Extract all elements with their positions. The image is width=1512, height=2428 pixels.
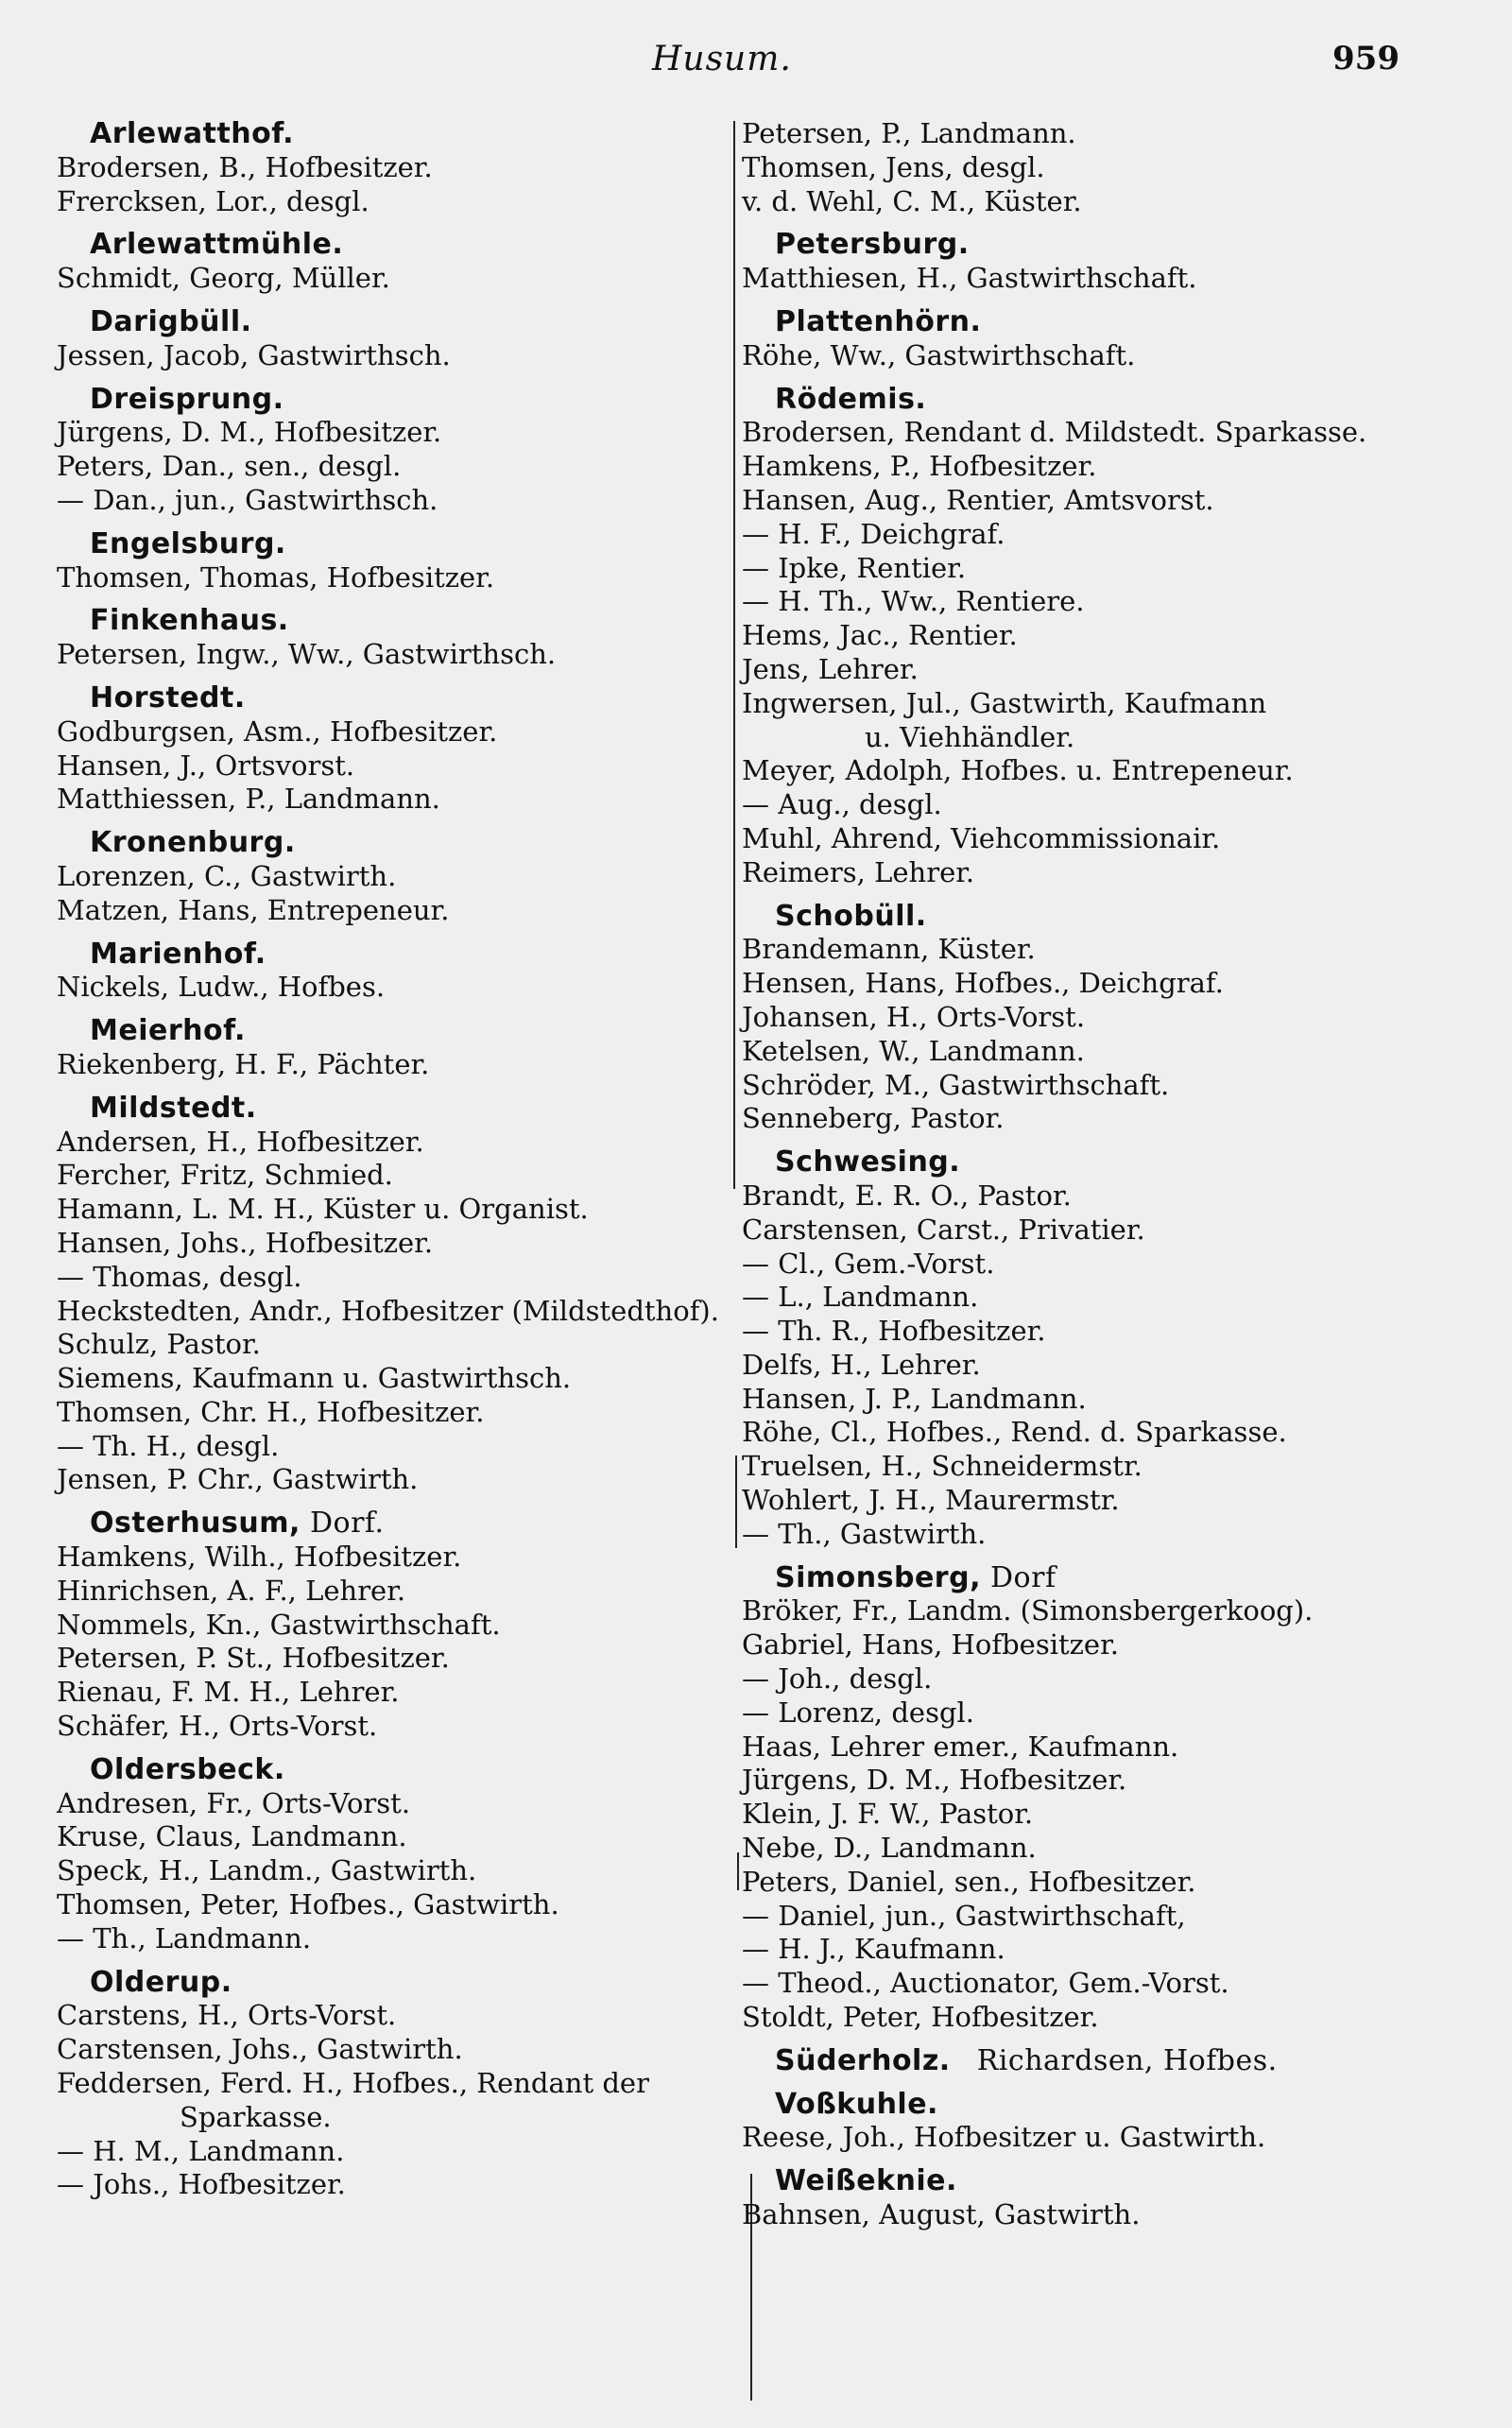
locality-type: Dorf. bbox=[300, 1507, 385, 1541]
directory-entry: Muhl, Ahrend, Viehcommissionair. bbox=[742, 821, 1221, 854]
directory-entry: Brandt, E. R. O., Pastor. bbox=[742, 1179, 1072, 1212]
directory-entry: Schäfer, H., Orts-Vorst. bbox=[57, 1710, 378, 1743]
running-title: Husum. bbox=[652, 40, 792, 78]
locality-section bbox=[742, 305, 1422, 373]
locality-name: Petersburg. bbox=[775, 228, 970, 262]
locality-heading bbox=[742, 383, 1422, 417]
directory-entry: Godburgsen, Asm., Hofbesitzer. bbox=[57, 715, 498, 748]
directory-entry: Wohlert, J. H., Maurermstr. bbox=[742, 1484, 1120, 1517]
locality-section bbox=[57, 117, 723, 218]
locality-section bbox=[57, 383, 723, 518]
locality-heading bbox=[57, 1014, 723, 1048]
locality-section bbox=[742, 2044, 1422, 2078]
locality-heading bbox=[742, 2088, 1422, 2122]
directory-entry: Reese, Joh., Hofbesitzer u. Gastwirth. bbox=[742, 2121, 1266, 2154]
directory-entry: Sparkasse. bbox=[180, 2100, 332, 2133]
directory-entry: Thomsen, Jens, desgl. bbox=[742, 150, 1045, 183]
directory-entry: Jessen, Jacob, Gastwirthsch. bbox=[57, 338, 451, 371]
locality-name: Simonsberg, bbox=[775, 1560, 981, 1594]
locality-heading bbox=[57, 826, 723, 860]
directory-entry: Speck, H., Landm., Gastwirth. bbox=[57, 1854, 477, 1887]
locality-section bbox=[742, 228, 1422, 296]
directory-entry: Gabriel, Hans, Hofbesitzer. bbox=[742, 1628, 1119, 1662]
locality-heading bbox=[742, 2164, 1422, 2198]
directory-entry: Nickels, Ludw., Hofbes. bbox=[57, 971, 386, 1004]
directory-entry: Hansen, J. P., Landmann. bbox=[742, 1382, 1087, 1415]
locality-name: Schwesing. bbox=[775, 1145, 961, 1180]
locality-section bbox=[57, 527, 723, 595]
directory-entry: — Thomas, desgl. bbox=[57, 1260, 302, 1293]
locality-heading bbox=[57, 1966, 723, 2000]
locality-heading bbox=[57, 1753, 723, 1787]
directory-entry: Matthiessen, P., Landmann. bbox=[57, 783, 440, 816]
column-divider bbox=[735, 1455, 737, 1548]
left-column bbox=[57, 117, 723, 2202]
page-header bbox=[0, 40, 1512, 96]
directory-entry: Jensen, P. Chr., Gastwirth. bbox=[57, 1463, 419, 1496]
directory-entry: Hamkens, P., Hofbesitzer. bbox=[742, 450, 1097, 483]
directory-entry: Nebe, D., Landmann. bbox=[742, 1832, 1037, 1865]
directory-entry: Thomsen, Thomas, Hofbesitzer. bbox=[57, 560, 495, 594]
directory-entry: Frercksen, Lor., desgl. bbox=[57, 184, 369, 217]
locality-name: Rödemis. bbox=[775, 382, 927, 416]
directory-entry: Klein, J. F. W., Pastor. bbox=[742, 1798, 1034, 1831]
locality-section bbox=[57, 938, 723, 1006]
directory-entry: — H. Th., Ww., Rentiere. bbox=[742, 585, 1085, 618]
locality-heading bbox=[742, 305, 1422, 339]
page-number: 959 bbox=[1332, 40, 1400, 77]
directory-entry: Reimers, Lehrer. bbox=[742, 855, 975, 888]
directory-entry: Ketelsen, W., Landmann. bbox=[742, 1034, 1085, 1067]
directory-entry: — H. F., Deichgraf. bbox=[742, 517, 1005, 550]
directory-entry: Richardsen, Hofbes. bbox=[976, 2043, 1278, 2077]
locality-heading bbox=[57, 938, 723, 972]
directory-entry: Carstens, H., Orts-Vorst. bbox=[57, 1999, 397, 2032]
locality-name: Schobüll. bbox=[775, 899, 927, 933]
locality-section bbox=[57, 1014, 723, 1082]
locality-heading bbox=[57, 228, 723, 262]
directory-entry: Jürgens, D. M., Hofbesitzer. bbox=[742, 1764, 1127, 1797]
directory-entry: Matthiesen, H., Gastwirthschaft. bbox=[742, 262, 1197, 295]
directory-entry: Jens, Lehrer. bbox=[742, 652, 919, 685]
directory-entry: Petersen, P., Landmann. bbox=[742, 117, 1076, 149]
directory-entry: — Joh., desgl. bbox=[742, 1662, 933, 1696]
locality-section bbox=[742, 1561, 1422, 2035]
directory-entry: — Theod., Auctionator, Gem.-Vorst. bbox=[742, 1967, 1229, 2000]
locality-section bbox=[57, 1092, 723, 1498]
locality-name: Horstedt. bbox=[90, 680, 246, 715]
locality-heading bbox=[57, 305, 723, 339]
directory-entry: Hems, Jac., Rentier. bbox=[742, 619, 1018, 652]
locality-section bbox=[57, 305, 723, 373]
locality-name: Dreisprung. bbox=[90, 382, 284, 416]
directory-entry: Rienau, F. M. H., Lehrer. bbox=[57, 1676, 400, 1709]
directory-entry: Carstensen, Johs., Gastwirth. bbox=[57, 2033, 463, 2066]
locality-name: Süderholz. bbox=[775, 2043, 951, 2077]
locality-name: Meierhof. bbox=[90, 1014, 246, 1048]
locality-name: Weißeknie. bbox=[775, 2164, 957, 2198]
directory-entry: Brandemann, Küster. bbox=[742, 933, 1036, 966]
directory-entry: — Th. R., Hofbesitzer. bbox=[742, 1315, 1046, 1348]
directory-entry: Andresen, Fr., Orts-Vorst. bbox=[57, 1786, 411, 1819]
locality-section bbox=[742, 383, 1422, 890]
directory-entry: Siemens, Kaufmann u. Gastwirthsch. bbox=[57, 1362, 572, 1395]
directory-entry: — Th., Landmann. bbox=[57, 1921, 312, 1954]
locality-section bbox=[57, 1753, 723, 1956]
directory-entry: Schulz, Pastor. bbox=[57, 1328, 261, 1361]
locality-name: Mildstedt. bbox=[90, 1091, 257, 1125]
locality-heading bbox=[57, 1507, 723, 1541]
locality-section bbox=[742, 2164, 1422, 2232]
directory-entry: Carstensen, Carst., Privatier. bbox=[742, 1213, 1145, 1246]
directory-entry: — H. J., Kaufmann. bbox=[742, 1933, 1005, 1966]
locality-section bbox=[742, 117, 1422, 218]
locality-section bbox=[57, 681, 723, 817]
directory-entry: — L., Landmann. bbox=[742, 1281, 979, 1314]
directory-entry: Ingwersen, Jul., Gastwirth, Kaufmann bbox=[742, 686, 1267, 719]
column-divider bbox=[733, 121, 735, 1189]
directory-entry: Hansen, Johs., Hofbesitzer. bbox=[57, 1226, 434, 1259]
locality-name: Oldersbeck. bbox=[90, 1752, 285, 1786]
directory-entry: Andersen, H., Hofbesitzer. bbox=[57, 1125, 424, 1158]
directory-entry: Peters, Dan., sen., desgl. bbox=[57, 450, 402, 483]
locality-name: Osterhusum, bbox=[90, 1507, 301, 1541]
locality-section bbox=[742, 1145, 1422, 1552]
directory-entry: Senneberg, Pastor. bbox=[742, 1102, 1005, 1135]
locality-type: Dorf bbox=[980, 1560, 1057, 1594]
directory-entry: Petersen, Ingw., Ww., Gastwirthsch. bbox=[57, 638, 557, 671]
directory-entry: Schmidt, Georg, Müller. bbox=[57, 262, 390, 295]
directory-entry: Johansen, H., Orts-Vorst. bbox=[742, 1000, 1086, 1033]
directory-entry: Kruse, Claus, Landmann. bbox=[57, 1820, 407, 1853]
locality-heading bbox=[57, 681, 723, 715]
locality-section bbox=[57, 604, 723, 672]
column-divider bbox=[737, 1852, 739, 1890]
directory-entry: — Lorenz, desgl. bbox=[742, 1696, 975, 1729]
directory-entry: Hinrichsen, A. F., Lehrer. bbox=[57, 1574, 406, 1607]
directory-entry: Bröker, Fr., Landm. (Simonsbergerkoog). bbox=[742, 1594, 1314, 1627]
directory-entry: — Daniel, jun., Gastwirthschaft, bbox=[742, 1899, 1186, 1932]
locality-heading bbox=[742, 1145, 1422, 1180]
directory-entry: Peters, Daniel, sen., Hofbesitzer. bbox=[742, 1865, 1196, 1898]
directory-entry: — H. M., Landmann. bbox=[57, 2134, 345, 2167]
directory-entry: Brodersen, Rendant d. Mildstedt. Sparkasse. bbox=[742, 416, 1367, 449]
locality-section bbox=[57, 1966, 723, 2203]
locality-heading bbox=[742, 900, 1422, 934]
directory-entry: Brodersen, B., Hofbesitzer. bbox=[57, 150, 433, 183]
locality-heading bbox=[742, 2044, 1422, 2078]
directory-entry: u. Viehhändler. bbox=[865, 720, 1075, 753]
locality-name: Voßkuhle. bbox=[775, 2087, 938, 2121]
directory-entry: Röhe, Cl., Hofbes., Rend. d. Sparkasse. bbox=[742, 1416, 1287, 1449]
directory-entry: — Aug., desgl. bbox=[742, 788, 942, 821]
directory-entry: Jürgens, D. M., Hofbesitzer. bbox=[57, 416, 442, 449]
locality-heading bbox=[742, 1561, 1422, 1595]
directory-entry: Hansen, Aug., Rentier, Amtsvorst. bbox=[742, 483, 1214, 516]
directory-entry: Heckstedten, Andr., Hofbesitzer (Mildstedthof). bbox=[57, 1294, 719, 1327]
locality-name: Arlewattmühle. bbox=[90, 228, 344, 262]
directory-entry: Nommels, Kn., Gastwirthschaft. bbox=[57, 1608, 501, 1641]
directory-entry: — Dan., jun., Gastwirthsch. bbox=[57, 483, 438, 516]
directory-entry: — Th., Gastwirth. bbox=[742, 1517, 987, 1550]
directory-entry: — Ipke, Rentier. bbox=[742, 551, 967, 584]
locality-name: Plattenhörn. bbox=[775, 304, 982, 338]
directory-entry: Hensen, Hans, Hofbes., Deichgraf. bbox=[742, 967, 1224, 1000]
locality-section bbox=[57, 826, 723, 927]
directory-entry: Matzen, Hans, Entrepeneur. bbox=[57, 893, 450, 926]
directory-entry: — Cl., Gem.-Vorst. bbox=[742, 1247, 995, 1280]
directory-entry: — Th. H., desgl. bbox=[57, 1429, 280, 1462]
locality-heading bbox=[57, 1092, 723, 1126]
directory-entry: Haas, Lehrer emer., Kaufmann. bbox=[742, 1730, 1179, 1763]
right-column bbox=[742, 117, 1422, 2232]
locality-heading bbox=[57, 604, 723, 638]
locality-heading bbox=[57, 527, 723, 561]
locality-section bbox=[742, 2088, 1422, 2156]
directory-entry: Delfs, H., Lehrer. bbox=[742, 1348, 981, 1381]
directory-entry: Fercher, Fritz, Schmied. bbox=[57, 1159, 393, 1192]
directory-entry: Lorenzen, C., Gastwirth. bbox=[57, 859, 397, 892]
locality-name: Marienhof. bbox=[90, 937, 266, 971]
directory-entry: Thomsen, Chr. H., Hofbesitzer. bbox=[57, 1395, 485, 1428]
directory-entry: Hamkens, Wilh., Hofbesitzer. bbox=[57, 1541, 462, 1574]
locality-name: Olderup. bbox=[90, 1965, 232, 1999]
directory-entry: v. d. Wehl, C. M., Küster. bbox=[742, 184, 1082, 217]
locality-section bbox=[57, 1507, 723, 1744]
directory-entry: — Johs., Hofbesitzer. bbox=[57, 2168, 346, 2201]
locality-name: Finkenhaus. bbox=[90, 604, 289, 638]
directory-entry: Petersen, P. St., Hofbesitzer. bbox=[57, 1642, 450, 1675]
directory-entry: Meyer, Adolph, Hofbes. u. Entrepeneur. bbox=[742, 754, 1294, 787]
locality-section bbox=[742, 900, 1422, 1137]
directory-entry: Röhe, Ww., Gastwirthschaft. bbox=[742, 338, 1136, 371]
directory-entry: Feddersen, Ferd. H., Hofbes., Rendant der bbox=[57, 2067, 649, 2100]
locality-name: Arlewatthof. bbox=[90, 117, 295, 150]
locality-heading bbox=[57, 383, 723, 417]
directory-entry: Thomsen, Peter, Hofbes., Gastwirth. bbox=[57, 1888, 559, 1921]
directory-entry: Bahnsen, August, Gastwirth. bbox=[742, 2198, 1141, 2231]
directory-entry: Hamann, L. M. H., Küster u. Organist. bbox=[57, 1193, 589, 1226]
locality-name: Engelsburg. bbox=[90, 526, 286, 560]
locality-heading bbox=[742, 228, 1422, 262]
directory-entry: Hansen, J., Ortsvorst. bbox=[57, 749, 355, 782]
locality-name: Kronenburg. bbox=[90, 826, 296, 860]
locality-section bbox=[57, 228, 723, 296]
locality-name: Darigbüll. bbox=[90, 304, 252, 338]
directory-entry: Truelsen, H., Schneidermstr. bbox=[742, 1450, 1143, 1483]
directory-entry: Riekenberg, H. F., Pächter. bbox=[57, 1047, 430, 1080]
directory-entry: Schröder, M., Gastwirthschaft. bbox=[742, 1068, 1170, 1101]
locality-heading bbox=[57, 117, 723, 151]
directory-entry: Stoldt, Peter, Hofbesitzer. bbox=[742, 2001, 1099, 2034]
